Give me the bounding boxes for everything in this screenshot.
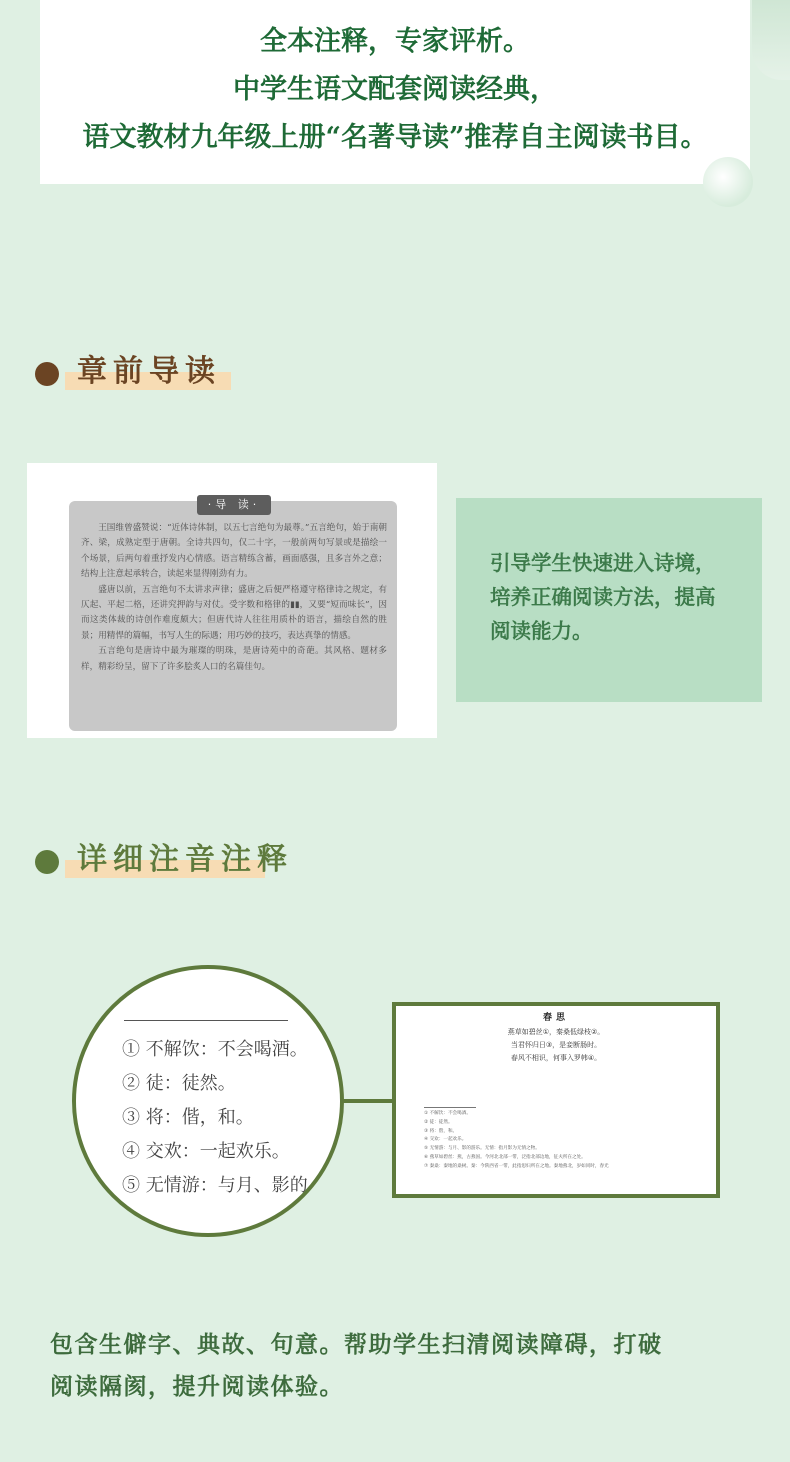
guide-paragraph: 盛唐以前，五言绝句不太讲求声律；盛唐之后便严格遵守格律诗之规定，有仄起、平起二格，还讲究押韵与对仗。受字数和格律的▮▮，又要“短而味长”，因而这类体裁的诗创作难度颇大；但唐代诗人往往用质朴的语言，描绘自然的胜景；用精悍的篇幅，书写人生的际遇；用巧妙的技巧，表达真挚的情感。 — [81, 584, 387, 641]
guide-paragraph: 五言绝句是唐诗中最为璀璨的明珠，是唐诗苑中的奇葩。其风格、题材多样，精彩纷呈，留下了许多脍炙人口的名篇佳句。 — [81, 646, 387, 672]
decorative-circle — [703, 157, 753, 207]
zoom-note: ⑤ 无情游：与月、影的 — [122, 1175, 308, 1196]
decorative-corner-shape — [752, 0, 790, 80]
poem-page-preview — [392, 1002, 720, 1198]
poem-note: ① 不解饮：不会喝酒。 — [424, 1111, 471, 1116]
poem-note: ⑥ 燕草如碧丝：燕，古燕国。今河北北部一带，泛指北部边地，征夫所在之处。 — [424, 1154, 586, 1160]
poem-note: ③ 将：偕，和。 — [424, 1128, 458, 1134]
poem-notes — [424, 1110, 694, 1172]
poem-line: 当君怀归日③，是妾断肠时。 — [510, 1041, 602, 1049]
poem-note: ⑤ 无情游：与月、影的游乐。无情：指月影为无情之物。 — [424, 1146, 540, 1152]
poem-title: 春思 — [542, 1013, 569, 1023]
header-panel — [40, 0, 750, 184]
notes-divider — [124, 1020, 288, 1021]
notes-divider — [424, 1107, 476, 1108]
bullet-dot-icon — [35, 850, 59, 874]
description-line: 培养正确阅读方法，提高 — [490, 585, 716, 609]
footer-description — [50, 1324, 750, 1408]
section-title: 详细注音注释 — [77, 842, 293, 877]
guide-description — [490, 546, 716, 648]
poem-note: ⑦ 秦桑：秦地的桑树。秦：今陕西省一带，此指思妇所在之地。秦地燕北，岁如同时，春光 — [424, 1163, 609, 1169]
poem-line: 燕草如碧丝①，秦桑低绿枝②。 — [507, 1028, 605, 1036]
header-line-2: 中学生语文配套阅读经典， — [233, 74, 557, 105]
guide-description-box — [456, 498, 762, 702]
zoom-note: ② 徒：徒然。 — [122, 1073, 236, 1094]
section-heading-guide — [35, 352, 235, 392]
guide-tag: ·导 读· — [197, 495, 271, 515]
poem-line: 春风不相识，何事入罗帏④。 — [510, 1054, 602, 1062]
description-line: 阅读能力。 — [490, 619, 593, 643]
guide-paragraph: 王国维曾盛赞说：“近体诗体制，以五七言绝句为最尊。”五言绝句，始于南朝齐、梁，成熟定型于唐朝。全诗共四句，仅二十字，一般前两句写景或是描绘一个场景，后两句着重抒发内心情感。语言精练含蓄，画面感强，且多言外之意；结构上注意起承转合，读起来显得刚劲有力。 — [81, 523, 387, 580]
guide-text — [81, 521, 387, 675]
section-title: 章前导读 — [77, 354, 221, 389]
poem-note: ④ 交欢：一起欢乐。 — [424, 1137, 467, 1143]
poem-body — [396, 1026, 716, 1065]
footer-line: 包含生僻字、典故、句意。帮助学生扫清阅读障碍，打破 — [50, 1332, 663, 1358]
magnified-notes-circle — [72, 965, 344, 1237]
zoom-note: ① 不解饮：不会喝酒。 — [122, 1039, 308, 1060]
description-line: 引导学生快速进入诗境， — [490, 551, 716, 575]
zoom-connector-line — [340, 1099, 394, 1103]
zoom-note: ③ 将：偕，和。 — [122, 1107, 254, 1128]
header-line-1: 全本注释，专家评析。 — [260, 26, 530, 57]
poem-note: ② 徒：徒然。 — [424, 1119, 453, 1125]
zoom-notes-list — [122, 1033, 344, 1203]
section-heading-annotations — [35, 840, 315, 880]
header-line-3: 语文教材九年级上册“名著导读”推荐自主阅读书目。 — [82, 122, 708, 153]
bullet-dot-icon — [35, 362, 59, 386]
zoom-note: ④ 交欢：一起欢乐。 — [122, 1141, 290, 1162]
guide-page-image — [27, 463, 437, 738]
guide-page — [69, 498, 397, 731]
footer-line: 阅读隔阂，提升阅读体验。 — [50, 1374, 344, 1400]
